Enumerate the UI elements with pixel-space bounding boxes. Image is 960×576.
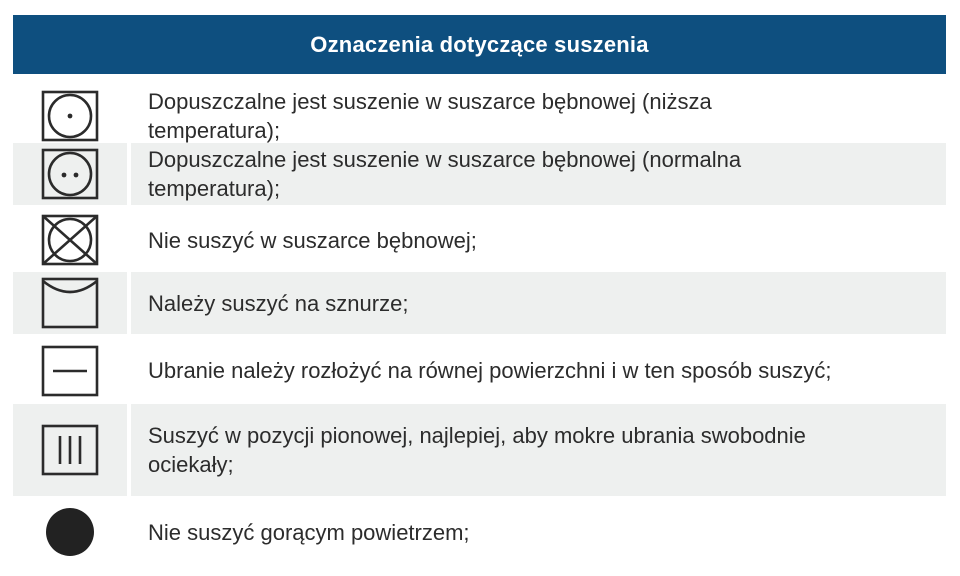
table-row [13,143,946,205]
table-row [13,79,946,153]
table-row [13,272,946,334]
row-description: Dopuszczalne jest suszenie w suszarce bębnowej (normalna temperatura); [131,143,946,205]
table-row [13,404,946,496]
row-description: Należy suszyć na sznurze; [131,272,946,334]
tumble-dry-normal-icon [13,143,127,205]
dry-flat-icon [13,338,127,403]
no-hot-air-icon [13,500,127,564]
row-description: Nie suszyć gorącym powietrzem; [148,519,470,545]
row-description: Suszyć w pozycji pionowej, najlepiej, aby mokre ubrania swobodnie ociekały; [131,404,946,496]
table-row [13,500,946,564]
do-not-tumble-dry-icon [13,209,127,271]
row-description: Dopuszczalne jest suszenie w suszarce bębnowej (niższa temperatura); [148,89,712,143]
table-row [13,209,946,271]
line-dry-icon [13,272,127,334]
tumble-dry-low-icon [13,79,127,153]
table-row [13,338,946,403]
table-header [13,15,946,74]
row-description: Nie suszyć w suszarce bębnowej; [148,227,477,253]
drip-dry-icon [13,404,127,496]
table-title: Oznaczenia dotyczące suszenia [310,31,649,57]
row-description: Ubranie należy rozłożyć na równej powierzchni i w ten sposób suszyć; [148,358,832,383]
